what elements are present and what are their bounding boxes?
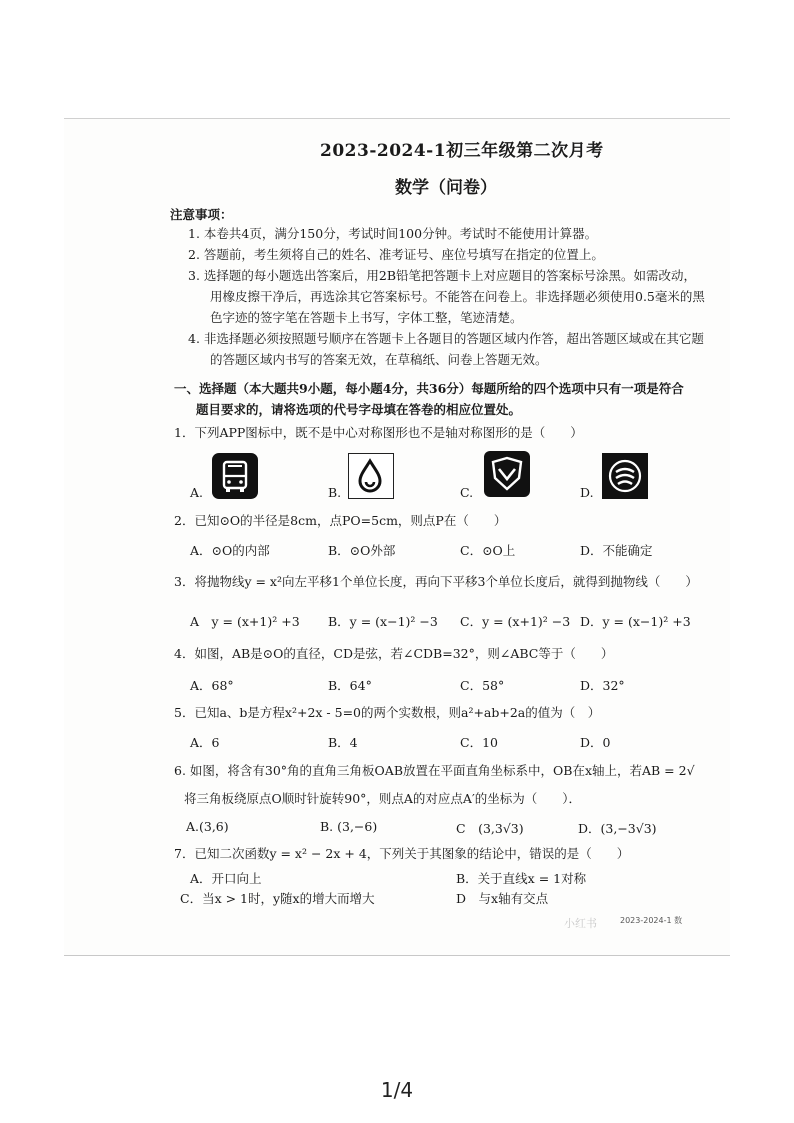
q3-stem: 3．将抛物线y = x²向左平移1个单位长度，再向下平移3个单位长度后，就得到抛物线（ ） [174, 574, 698, 589]
q2-option-a: A．⊙O的内部 [190, 543, 270, 558]
section-instructions-1: 一、选择题（本大题共9小题，每小题4分，共36分）每题所给的四个选项中只有一项是符合 [174, 381, 684, 396]
q7-option-a: A．开口向上 [190, 871, 262, 886]
q5-option-a: A．6 [190, 735, 220, 750]
q6-option-c: C (3,3√3) [456, 821, 524, 836]
q6-stem-line-1: 6. 如图，将含有30°角的直角三角板OAB放置在平面直角坐标系中，OB在x轴上，若AB = 2√ [174, 763, 695, 778]
q4-option-d: D．32° [580, 678, 625, 693]
q1-option-a: A. [190, 485, 204, 500]
bus-icon [212, 453, 258, 499]
footer-code: 2023-2024-1 数 [620, 916, 683, 925]
q1-option-c: C. [460, 485, 474, 500]
exam-sheet [64, 118, 730, 956]
q2-option-b: B．⊙O外部 [328, 543, 396, 558]
shield-check-icon [484, 451, 530, 497]
notes-line-7: 的答题区域内书写的答案无效，在草稿纸、问卷上答题无效。 [210, 352, 548, 367]
q6-option-b: B. (3,−6) [320, 819, 378, 834]
q5-option-d: D．0 [580, 735, 611, 750]
q4-option-c: C．58° [460, 678, 505, 693]
q7-option-c: C．当x > 1时，y随x的增大而增大 [180, 891, 375, 906]
q5-stem: 5．已知a、b是方程x²+2x - 5=0的两个实数根，则a²+ab+2a的值为（ ） [174, 705, 601, 720]
q3-option-a: A y = (x+1)² +3 [190, 614, 300, 629]
q7-stem: 7．已知二次函数y = x² − 2x + 4，下列关于其图象的结论中，错误的是（ ） [174, 846, 630, 861]
q2-option-d: D．不能确定 [580, 543, 653, 558]
q5-option-c: C．10 [460, 735, 498, 750]
section-instructions-2: 题目要求的，请将选项的代号字母填在答卷的相应位置处。 [196, 402, 522, 417]
q2-stem: 2．已知⊙O的半径是8cm，点PO=5cm，则点P在（ ） [174, 513, 507, 528]
q1-option-d: D. [580, 485, 594, 500]
exam-subtitle: 数学（问卷） [395, 178, 497, 198]
q3-option-c: C．y = (x+1)² −3 [460, 614, 571, 629]
page-indicator: 1/4 [380, 1078, 414, 1102]
q6-option-d: D．(3,−3√3) [578, 821, 657, 836]
notes-line-1: 1. 本卷共4页，满分150分，考试时间100分钟。考试时不能使用计算器。 [188, 226, 598, 241]
q4-stem: 4．如图，AB是⊙O的直径，CD是弦，若∠CDB=32°，则∠ABC等于（ ） [174, 646, 614, 661]
drop-icon [348, 453, 394, 499]
notes-line-2: 2. 答题前，考生须将自己的姓名、准考证号、座位号填写在指定的位置上。 [188, 247, 604, 262]
q3-option-b: B．y = (x−1)² −3 [328, 614, 438, 629]
q7-option-b: B．关于直线x = 1对称 [456, 871, 587, 886]
notes-line-5: 色字迹的签字笔在答题卡上书写，字体工整，笔迹清楚。 [210, 310, 523, 325]
notes-line-6: 4. 非选择题必须按照题号顺序在答题卡上各题目的答题区域内作答，超出答题区域或在其它题 [188, 331, 704, 346]
exam-title: 2023-2024-1初三年级第二次月考 [320, 141, 604, 161]
q2-option-c: C．⊙O上 [460, 543, 516, 558]
q4-option-b: B．64° [328, 678, 372, 693]
watermark: 小红书 [564, 917, 597, 930]
q1-stem: 1．下列APP图标中，既不是中心对称图形也不是轴对称图形的是（ ） [174, 425, 583, 440]
notes-heading: 注意事项： [170, 207, 233, 222]
q3-option-d: D．y = (x−1)² +3 [580, 614, 691, 629]
notes-line-4: 用橡皮擦干净后，再选涂其它答案标号。不能答在问卷上。非选择题必须使用0.5毫米的黑 [210, 289, 705, 304]
q7-option-d: D 与x轴有交点 [456, 891, 549, 906]
q6-stem-line-2: 将三角板绕原点O顺时针旋转90°，则点A的对应点A′的坐标为（ ）． [184, 791, 582, 806]
q1-option-b: B. [328, 485, 342, 500]
q5-option-b: B．4 [328, 735, 358, 750]
q4-option-a: A．68° [190, 678, 234, 693]
q6-option-a: A.(3,6) [186, 819, 229, 834]
mobile-network-icon [602, 453, 648, 499]
notes-line-3: 3. 选择题的每小题选出答案后，用2B铅笔把答题卡上对应题目的答案标号涂黑。如需改动， [188, 268, 697, 283]
